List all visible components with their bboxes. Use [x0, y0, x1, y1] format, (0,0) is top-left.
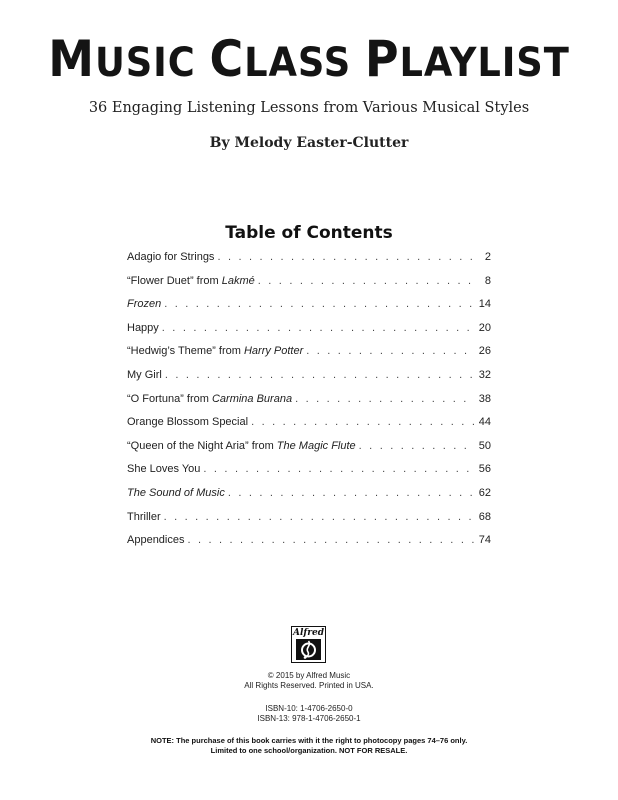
- dot-leader: [359, 435, 474, 459]
- toc-entry-text: My Girl: [127, 368, 162, 381]
- toc-entry-title: [127, 458, 200, 482]
- toc-entry: [127, 506, 491, 530]
- rights-line: All Rights Reserved. Printed in USA.: [244, 681, 374, 690]
- toc-page-number: 8: [484, 274, 491, 287]
- toc-entry-italic: Harry Potter: [243, 345, 304, 358]
- toc-entry-text: Adagio for Strings: [127, 251, 215, 263]
- toc-entry: [127, 246, 491, 270]
- toc-entry-title: [127, 246, 214, 270]
- dot-leader: [228, 482, 474, 506]
- toc-entry-italic: The Sound of Music: [127, 486, 225, 499]
- toc-page-number: 56: [478, 463, 491, 476]
- toc-entry-italic: Frozen: [127, 298, 162, 311]
- toc-entry-title: [127, 317, 159, 341]
- note-line-2: Limited to one school/organization. NOT FOR RESALE.: [210, 746, 408, 755]
- title-word-class: LASS: [244, 40, 352, 86]
- toc-page-number: 2: [484, 251, 491, 263]
- toc-entry-text: Happy: [127, 321, 159, 334]
- title-initial-p: P: [364, 30, 400, 88]
- alfred-logo: [291, 626, 326, 663]
- toc-page-number: 20: [478, 321, 491, 334]
- dot-leader: [188, 529, 475, 553]
- dot-leader: [217, 246, 474, 270]
- title-initial-c: C: [209, 30, 245, 88]
- toc-entry-title: [127, 411, 248, 435]
- toc-entry-title: [127, 388, 292, 412]
- toc-entry: [127, 340, 491, 364]
- toc-page-number: 62: [478, 486, 491, 499]
- toc-entry: [127, 270, 491, 294]
- toc-page-number: 74: [478, 534, 491, 547]
- toc-entry: [127, 293, 491, 317]
- toc-entry-title: [127, 506, 161, 530]
- toc-entry-text: Appendices: [127, 534, 185, 547]
- toc-entry-text: Thriller: [127, 510, 161, 523]
- toc-entry: [127, 458, 491, 482]
- dot-leader: [251, 411, 474, 435]
- book-subtitle: 36 Engaging Listening Lessons from Various Musical Styles: [88, 100, 530, 116]
- toc-entry-text: She Loves You: [127, 463, 201, 476]
- toc-entry-title: [127, 293, 161, 317]
- toc-entry: [127, 364, 491, 388]
- dot-leader: [162, 317, 474, 341]
- toc-page-number: 44: [478, 416, 491, 429]
- toc-entry-title: [127, 340, 303, 364]
- title-word-music: USIC: [94, 40, 196, 86]
- toc-entry-italic: The Magic Flute: [276, 439, 356, 452]
- toc-page-number: 50: [478, 439, 491, 452]
- toc-entry-italic: Lakmé: [221, 274, 255, 287]
- dot-leader: [295, 388, 474, 412]
- toc-entry: [127, 317, 491, 341]
- toc-entry-italic: Carmina Burana: [211, 392, 293, 405]
- toc-entry-text: Orange Blossom Special: [127, 416, 249, 429]
- title-word-playlist: LAYLIST: [399, 40, 570, 86]
- isbn-13: ISBN-13: 978-1-4706-2650-1: [257, 714, 361, 723]
- toc-entry-text: “O Fortuna” from: [127, 392, 212, 405]
- toc-entry-title: [127, 270, 255, 294]
- toc-entry-text: “Flower Duet” from: [127, 274, 222, 287]
- toc-entry: [127, 482, 491, 506]
- copyright-notice: [0, 671, 618, 691]
- note-line-1: NOTE: The purchase of this book carries with it the right to photocopy pages 74–76 only.: [150, 736, 468, 745]
- treble-clef-icon: [296, 639, 321, 660]
- isbn-block: [0, 704, 618, 724]
- toc-page-number: 32: [478, 368, 491, 381]
- toc-page-number: 26: [478, 345, 491, 358]
- toc-entry-text: “Queen of the Night Aria” from: [127, 439, 277, 452]
- toc-entry: [127, 388, 491, 412]
- author-byline: By Melody Easter-Clutter: [209, 135, 409, 151]
- dot-leader: [164, 293, 474, 317]
- toc-entry-title: [127, 435, 356, 459]
- copyright-line: © 2015 by Alfred Music: [267, 671, 351, 680]
- photocopy-note: [0, 736, 618, 756]
- toc-entry-title: [127, 529, 185, 553]
- toc-entry-title: [127, 364, 162, 388]
- toc-entry: [127, 529, 491, 553]
- toc-entry: [127, 411, 491, 435]
- toc-page-number: 68: [478, 510, 491, 523]
- toc-entry: [127, 435, 491, 459]
- isbn-10: ISBN-10: 1-4706-2650-0: [265, 704, 353, 713]
- title-initial-m: M: [48, 30, 95, 88]
- alfred-logo-text: Alfred: [292, 628, 325, 638]
- toc-heading: Table of Contents: [225, 223, 393, 243]
- dot-leader: [165, 364, 474, 388]
- dot-leader: [258, 270, 474, 294]
- dot-leader: [203, 458, 474, 482]
- dot-leader: [164, 506, 474, 530]
- toc-entry-text: “Hedwig’s Theme” from: [127, 345, 244, 358]
- table-of-contents: [127, 246, 491, 553]
- book-title: [25, 30, 594, 88]
- dot-leader: [306, 340, 474, 364]
- toc-entry-title: [127, 482, 225, 506]
- toc-page-number: 38: [478, 392, 491, 405]
- toc-page-number: 14: [478, 298, 491, 311]
